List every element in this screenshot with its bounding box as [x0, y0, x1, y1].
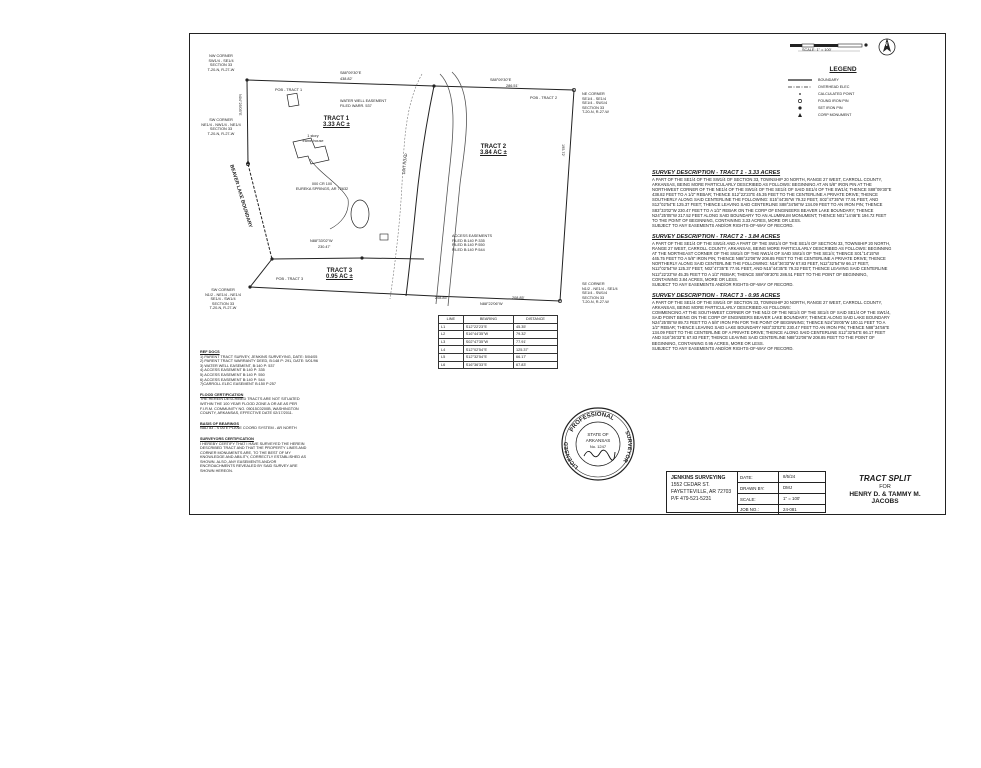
- seal-state: STATE OF: [587, 432, 609, 437]
- title-block-meta: [737, 472, 826, 512]
- tract1-area: 3.33 AC ±: [323, 122, 350, 128]
- sw-corner-label: SW CORNER N1/2 - NE1/4 - NE1/4 SE1/4 - SW1/4 SECTION 33 T-20-N, R-27-W: [205, 288, 241, 311]
- pob-tract2-label: POB - TRACT 2: [530, 96, 558, 100]
- legend: [788, 67, 898, 118]
- se-corner-label: SE CORNER N1/2 - NE1/4 - SE1/4 SE1/4 - SW1/4 SECTION 33 T-20-N, R-27-W: [582, 282, 618, 305]
- line-table: [438, 315, 558, 369]
- line-table-header: [439, 316, 558, 324]
- tract1-name: TRACT 1: [323, 116, 350, 122]
- legend-label: BOUNDARY: [818, 77, 839, 82]
- survey-sheet: [189, 33, 946, 515]
- scale-value-tb: 1" = 100': [778, 494, 826, 504]
- water-well-label: WATER WELL EASEMENT FILED WARR. 537: [340, 99, 387, 108]
- meta-row: [738, 483, 826, 494]
- line-table-cell: 79.32': [514, 331, 558, 339]
- tract3-label-group: [326, 268, 353, 280]
- flood-cert-body: THE HEREIN DESCRIBED TRACTS ARE NOT SITUATED WITHIN THE 100 YEAR FLOOD ZONE A OR AE AS PER F.I.R.M. COMMUNITY NO. 05015C0200B, WASHINGTON COUNTY, ARKANSAS, EFFECTIVE DATE 02/17/2011.: [200, 397, 300, 416]
- job-label: JOB NO.:: [740, 507, 759, 512]
- line-table-cell: L4: [439, 346, 464, 354]
- pond-outline: [351, 200, 369, 228]
- bottom-bearing-label: N88°22'06"W: [480, 302, 503, 306]
- legend-item: [788, 111, 898, 118]
- shed: [380, 234, 388, 240]
- description-body: A PART OF THE SE1/4 OF THE SW1/4 OF SECTION 33, TOWNSHIP 20 NORTH, RANGE 27 WEST, CARROLL COUNTY, ARKANSAS, BEING MORE PARTICULARLY DESCRIBED AS FOLLOWS: BEGINNING AT AN 5/8" IRON PIN AT THE NORTHWEST CORNER OF THE NE1/4 OF THE SW1/4 OF THE SE1/4 OF SAID SE1/4 OF THE SW1/4; THENCE S88°09'30"E 438.82 FEET TO A 1/2" REBAR; THENCE S12°22'23"E 45.35 FEET TO THE CENTERLINE A PRIVATE DRIVE; THENCE SOUTHERLY ALONG SAID CENTERLINE THE FOLLOWING: S15°44'35"W 79.32 FEET, S02°47'35"W 77.91 FEET, AND S12°02'54"E 125.37 FEET; THENCE LEAVING SAID CENTERLINE S88°34'56"W 134.09 FEET TO AN IRON PIN; THENCE S83°33'02"W 230.47 FEET TO A 1/2" REBAR ON THE CORP OF ENGINEERS BEAVER LAKE BOUNDARY; THENCE N24°25'05"W 217.52 FEET ALONG SAID BOUNDARY TO AN ALUMINUM MONUMENT; THENCE N01°14'46"E 194.72 FEET TO THE POINT OF BEGINNING, CONTAINING 3.33 ACRES, MORE OR LESS. SUBJECT TO ANY EASEMENTS AND/OR RIGHTS-OF-WAY OF RECORD.: [652, 177, 892, 228]
- house-label: 1 story frame house: [302, 134, 324, 143]
- meta-row: [738, 472, 826, 483]
- legend-item: [788, 104, 898, 111]
- driveway: [310, 159, 348, 229]
- table-row: [439, 323, 558, 331]
- ref-doc-item: 2) PARENT TRACT WARRANTY DEED, B:148 P: 291, DATE: 5/01/96: [200, 359, 319, 364]
- mid-distance-label: 230.47': [318, 245, 331, 249]
- line-table-header-cell: BEARING: [463, 316, 513, 324]
- title-block-company: [666, 471, 826, 513]
- line-table-cell: L2: [439, 331, 464, 339]
- company-name: JENKINS SURVEYING: [671, 475, 726, 481]
- legend-label: CALCULATED POINT: [818, 91, 855, 96]
- plat-title-block: [830, 474, 940, 505]
- scale-bar-segment: [814, 44, 838, 47]
- bearings-body: NAD 83 - STATE PLANE COORD SYSTEM - AR NORTH: [200, 426, 297, 431]
- tract2-label-group: [480, 144, 507, 156]
- table-row: [439, 331, 558, 339]
- description-title: SURVEY DESCRIPTION - TRACT 1 - 3.33 ACRES: [652, 170, 781, 176]
- ne-corner-label: NE CORNER SE1/4 - SE1/4 SE1/4 - SW1/4 SECTION 33 T-20-N, R-27-W: [582, 92, 609, 115]
- meta-row: [738, 505, 826, 514]
- seal-left-text: LICENSED: [563, 441, 580, 470]
- plat-for: FOR: [879, 484, 891, 490]
- top-distance-west: 438.82': [340, 77, 353, 81]
- bearings-title: BASIS OF BEARINGS: [200, 421, 240, 426]
- east-distance-label: 195.72': [561, 144, 565, 157]
- legend-item: [788, 90, 898, 97]
- tract2-area: 3.84 AC ±: [480, 150, 507, 156]
- scale-label: SCALE: 1" = 100': [802, 48, 832, 52]
- date-label: DATE:: [740, 474, 753, 480]
- outbuilding: [287, 93, 299, 107]
- surveyor-cert-title: SURVEYORS CERTIFICATION: [200, 436, 254, 441]
- line-table-cell: S12°32'54"E: [463, 353, 513, 361]
- bottom-distance-east: 208.85': [512, 296, 525, 300]
- line-table-cell: L1: [439, 323, 464, 331]
- plat-title: TRACT SPLIT: [859, 474, 911, 483]
- road-edge: [436, 74, 453, 304]
- surveyor-cert-body: I HEREBY CERTIFY THAT I HAVE SURVEYED THE HEREIN DESCRIBED TRACT AND THAT THE PROPERTY LINES AND CORNER MONUMENTS ARE, TO THE BEST OF MY KNOWLEDGE AND ABILITY, CORRECTLY ESTABLISHED AS SHOWN. ALSO, ANY EASEMENTS AND/OR ENCROACHMENTS REVEALED BY SAID SURVEY ARE SHOWN HEREON.: [200, 441, 307, 474]
- pob-tract3-label: POB - TRACT 3: [276, 277, 304, 281]
- description-title: SURVEY DESCRIPTION - TRACT 3 - 0.95 ACRES: [652, 292, 781, 299]
- ref-doc-item: 7)CARROLL ELEC EASEMENT B:150 P:257: [200, 382, 276, 387]
- nw-corner-label: NW CORNER SW1/4 - SE1/4 SECTION 33 T-20-N, R-27-W: [207, 54, 235, 72]
- top-bearing-label: S88°09'30"E: [340, 71, 362, 75]
- overhead-elec-line: [390, 74, 422, 299]
- tract1-south-line: [272, 258, 362, 259]
- drawn-by-label: DRAWN BY:: [740, 485, 765, 491]
- tract3-area: 0.95 AC ±: [326, 274, 353, 280]
- legend-item: [788, 97, 898, 104]
- line-table-header-cell: DISTANCE: [514, 316, 558, 324]
- ref-doc-item: 6) ACCESS EASEMENT B:140 P: 544: [200, 377, 265, 382]
- pob-tract1-label: POB - TRACT 1: [275, 88, 303, 92]
- w-corner-label: SW CORNER NE1/4 - NW1/4 - NE1/4 SECTION 33 T-20-N, R-27-W: [201, 118, 241, 136]
- line-table-cell: L3: [439, 338, 464, 346]
- ref-doc-item: 4) ACCESS EASEMENT B:140 P: 335: [200, 368, 265, 373]
- legend-item: [788, 76, 898, 83]
- company-phone: P/F 479-521-5231: [671, 496, 712, 502]
- lake-boundary: [248, 164, 272, 259]
- scale-bar-segment: [802, 44, 814, 47]
- ref-doc-item: 5) ACCESS EASEMENT B:140 P: 550: [200, 372, 265, 377]
- seal-state-name: ARKANSAS: [585, 438, 611, 443]
- table-row: [439, 346, 558, 354]
- job-value: 24-081: [778, 505, 826, 514]
- north-arrow-icon: [874, 37, 900, 57]
- legend-title: LEGEND: [829, 66, 857, 73]
- west-boundary-north: [247, 80, 248, 164]
- scale-bar-segment: [838, 44, 862, 47]
- drawn-by-value: DMJ: [778, 483, 826, 493]
- company-address2: FAYETTEVILLE, AR 72703: [671, 489, 732, 495]
- line-table-cell: L5: [439, 353, 464, 361]
- legend-label: FOUND IRON PIN: [818, 98, 849, 103]
- line-table-cell: 66.17': [514, 353, 558, 361]
- line-table-cell: 77.91': [514, 338, 558, 346]
- boundary-line-icon: [788, 77, 812, 83]
- legend-item: [788, 83, 898, 90]
- table-row: [439, 353, 558, 361]
- access-easement-label: ACCESS EASEMENTS FILED B:140 P:335 FILED B:140 P:550 FILED B:140 P:544: [452, 234, 493, 252]
- legend-label: OVERHEAD ELEC: [818, 84, 850, 89]
- overhead-elec-line-icon: [788, 84, 812, 90]
- mid-bearing-label: N88°33'02"W: [310, 239, 333, 243]
- line-table-header-cell: LINE: [439, 316, 464, 324]
- description-title: SURVEY DESCRIPTION - TRACT 2 - 3.84 ACRES: [652, 233, 781, 240]
- seal-number: No. 1247: [589, 444, 607, 449]
- found-iron-pin-icon: [788, 98, 812, 104]
- tract1-label-group: [323, 116, 350, 128]
- line-table-cell: 125.37': [514, 346, 558, 354]
- client-name-2: JACOBS: [871, 498, 899, 505]
- ref-doc-item: 1) PARENT TRACT SURVEY, JENKINS SURVEYING, DATE: 5/04/05: [200, 354, 318, 359]
- signature-scribble: [584, 450, 615, 460]
- lake-boundary-south: [250, 259, 272, 287]
- table-row: [439, 338, 558, 346]
- line-table-cell: S12°02'54"E: [463, 346, 513, 354]
- line-table-cell: S16°44'35"W: [463, 331, 513, 339]
- top-distance-east: 286.51': [506, 84, 519, 88]
- description-body: A PART OF THE SE1/4 OF THE SW1/4 OF SECTION 33, TOWNSHIP 20 NORTH, RANGE 27 WEST, CARROLL COUNTY, ARKANSAS, BEING MORE PARTICULARLY DESCRIBED AS FOLLOWS: COMMENCING AT THE SOUTHWEST CORNER OF THE N1/2 OF THE NE1/4 OF THE SE1/4 OF SAID SE1/4 OF THE SW1/4, SAID POINT BEING ON THE CORP OF ENGINEERS BEAVER LAKE BOUNDARY; THENCE ALONG SAID LAKE BOUNDARY N24°25'05"W 89.73 FEET TO A 5/8" IRON PIN FOR THE POINT OF BEGINNING; THENCE N24°25'05"W 100.11 FEET TO A 1/2" REBAR; THENCE LEAVING SAID LAKE BOUNDARY N83°33'02"E 230.47 FEET TO AN IRON PIN; THENCE N88°34'56"E 134.09 FEET TO THE CENTERLINE OF A PRIVATE DRIVE; THENCE ALONG SAID CENTERLINE S12°32'54"E 66.17 FEET AND S16°36'33"E 67.83 FEET; THENCE LEAVING SAID CENTERLINE N88°22'06"W 208.85 FEET TO THE POINT OF BEGINNING, CONTAINING 0.95 ACRES, MORE OR LESS. SUBJECT TO ANY EASEMENTS AND/OR RIGHTS-OF-WAY OF RECORD.: [652, 299, 891, 351]
- ref-docs-title: REF DOCS: [200, 350, 220, 354]
- description-body: A PART OF THE SE1/4 OF THE SW1/4 AND A PART OF THE SW1/4 OF THE SE1/4 OF SECTION 33, TOWNSHIP 20 NORTH, RANGE 27 WEST, CARROLL COUNTY, ARKANSAS, BEING MORE PARTICULARLY DESCRIBED AS FOLLOWS: BEGINNING AT THE NORTHEAST CORNER OF THE SW1/4 OF THE NW1/4 OF SAID SW1/4 OF THE SE1/4; THENCE S01°14'15"W 445.75 FEET TO A 5/8" IRON PIN; THENCE N88°22'06"W 208.85 FEET TO THE CENTERLINE A PRIVATE DRIVE; THENCE NORTHERLY ALONG SAID CENTERLINE THE FOLLOWING: N16°36'33"W 67.83 FEET, N12°32'54"W 66.17 FEET, N12°02'54"W 125.37 FEET, N02°47'35"E 77.91 FEET, AND N15°44'35"E 79.32 FEET; THENCE LEAVING SAID CENTERLINE N12°22'23"W 45.35 FEET TO A 1/2" REBAR; THENCE S88°09'30"E 286.51 FEET TO THE POINT OF BEGINNING, CONTAINING 3.84 ACRES, MORE OR LESS. SUBJECT TO ANY EASEMENTS AND/OR RIGHTS-OF-WAY OF RECORD.: [652, 240, 892, 287]
- top-bearing-label-east: S88°09'30"E: [490, 78, 512, 82]
- meta-row: [738, 494, 826, 505]
- street-address-label: 000 CR 100 EUREKA SPRINGS, AR 72632: [295, 182, 349, 191]
- scale-bar-end: [864, 43, 867, 46]
- notes-column: [200, 350, 350, 474]
- surveyor-seal: [560, 406, 636, 482]
- scale-label-tb: SCALE:: [740, 496, 756, 502]
- line-table-cell: 67.83': [514, 361, 558, 369]
- lake-boundary-label: BEAVER LAKE BOUNDARY: [228, 164, 254, 229]
- legend-label: CORP MONUMENT: [818, 112, 852, 117]
- flood-cert-title: FLOOD CERTIFICATION: [200, 392, 244, 397]
- line-table-cell: L6: [439, 361, 464, 369]
- bottom-distance-label: 208.85': [435, 296, 448, 300]
- svg-text:N: N: [884, 42, 888, 48]
- tract1-south-line-east: [362, 258, 424, 259]
- calculated-point-icon: [788, 91, 812, 97]
- line-table-cell: S16°36'33"E: [463, 361, 513, 369]
- survey-descriptions: [652, 170, 892, 351]
- client-name-1: HENRY D. & TAMMY M.: [849, 491, 921, 498]
- line-table-cell: 45.35': [514, 323, 558, 331]
- dirt-road-label: DIRT ROAD: [402, 153, 409, 175]
- company-address1: 1552 CEDAR ST.: [671, 482, 710, 488]
- seal-top-text: PROFESSIONAL: [569, 411, 615, 434]
- seal-right-text: SURVEYOR: [621, 430, 633, 464]
- table-row: [439, 361, 558, 369]
- set-iron-pin-icon: [788, 105, 812, 111]
- private-drive-centerline: [406, 86, 434, 296]
- line-table-cell: S12°22'23"E: [463, 323, 513, 331]
- plat-drawing: [190, 34, 630, 334]
- ref-doc-item: 3) WATER WELL EASEMENT, B:140 P: 537: [200, 363, 275, 368]
- legend-label: SET IRON PIN: [818, 105, 843, 110]
- west-bearing-label: N04°25'05"E: [238, 94, 242, 116]
- tract3-name: TRACT 3: [326, 268, 353, 274]
- scale-bar-segment: [790, 44, 802, 47]
- corp-monument-icon: [788, 112, 812, 118]
- date-value: 8/5/24: [778, 472, 826, 482]
- tract2-name: TRACT 2: [480, 144, 507, 150]
- line-table-cell: S02°47'35"W: [463, 338, 513, 346]
- road-edge: [448, 72, 467, 306]
